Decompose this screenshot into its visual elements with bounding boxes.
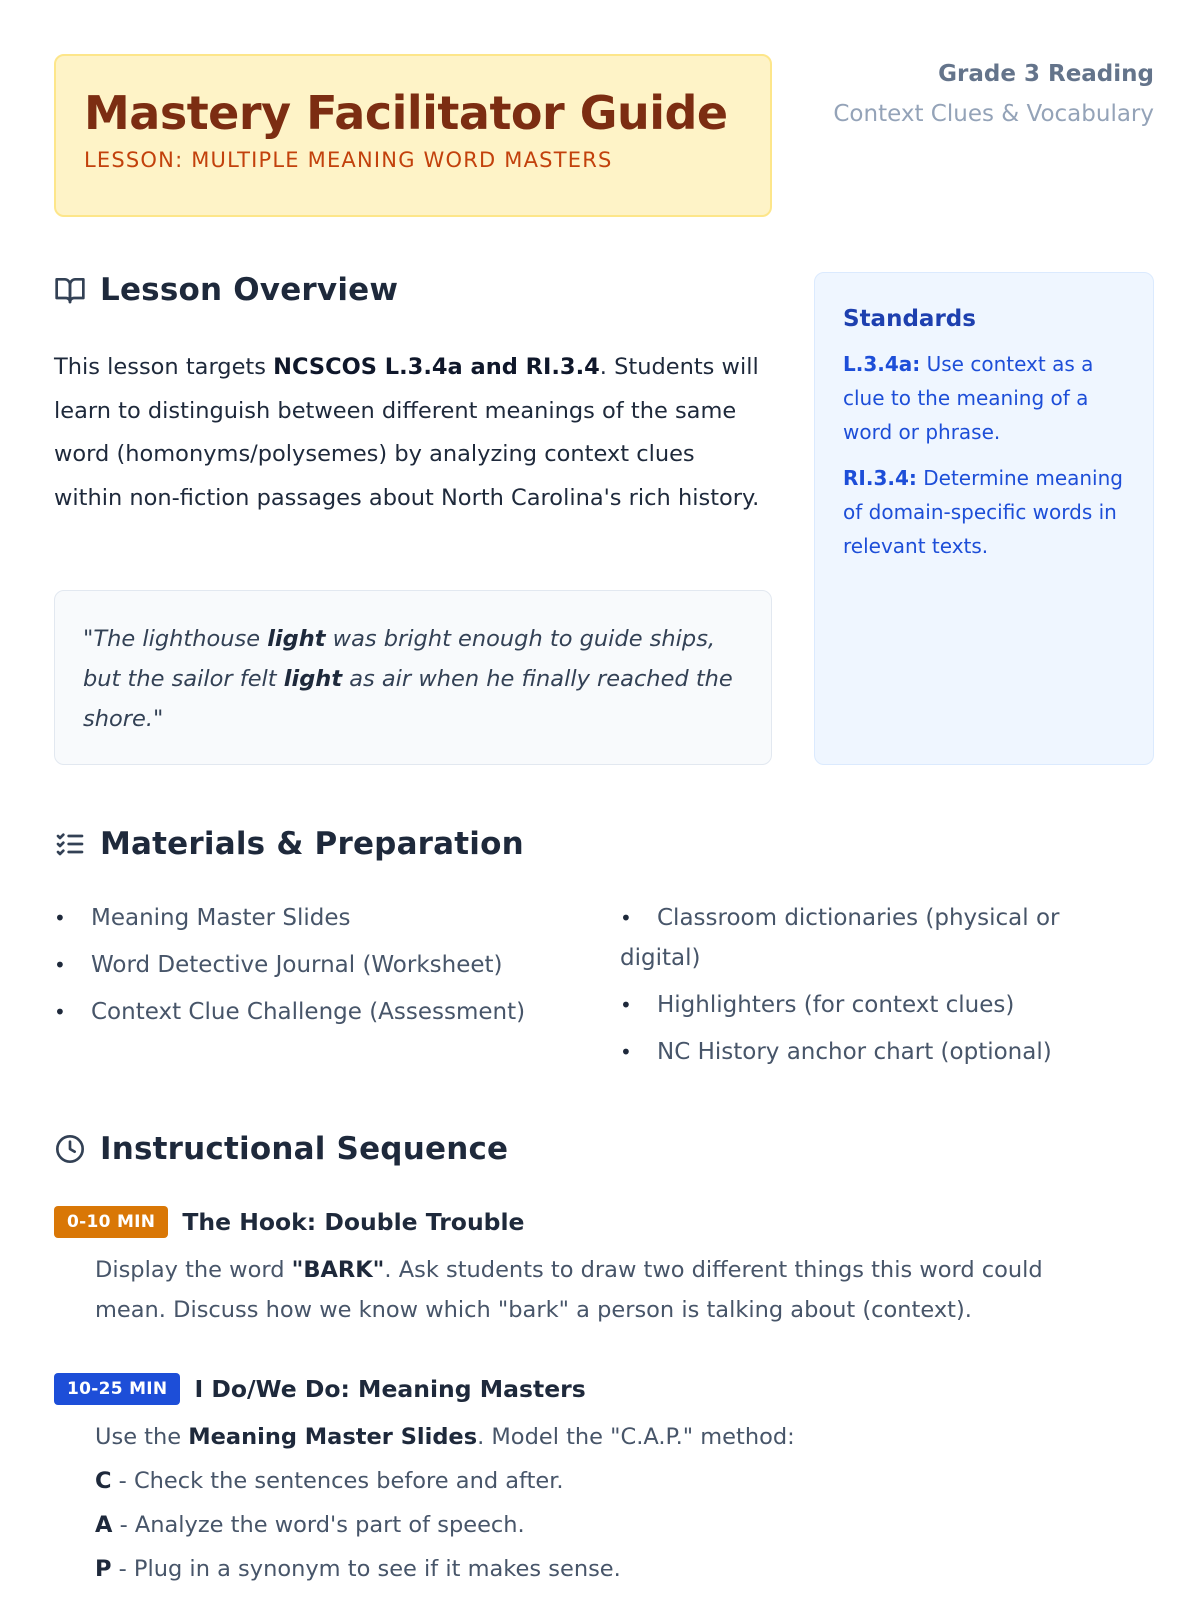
- step-body: [95, 1415, 1165, 1591]
- step-text: Use the: [95, 1424, 189, 1450]
- step-keyword: "BARK": [291, 1257, 385, 1283]
- standards-panel: [814, 272, 1154, 765]
- clock-icon: [54, 1133, 86, 1165]
- standard-code: L.3.4a:: [843, 352, 921, 376]
- lesson-subtitle: LESSON: MULTIPLE MEANING WORD MASTERS: [84, 148, 613, 172]
- cap-text: - Analyze the word's part of speech.: [112, 1512, 525, 1538]
- standard-item: [843, 347, 1127, 449]
- cap-step: [95, 1547, 1165, 1591]
- standard-item: [843, 461, 1127, 563]
- cap-text: - Plug in a synonym to see if it makes sense.: [111, 1556, 621, 1582]
- materials-title: Materials & Preparation: [100, 826, 524, 862]
- page-title: Mastery Facilitator Guide: [84, 86, 728, 140]
- quote-part-1: "The lighthouse: [83, 626, 268, 652]
- step-title: The Hook: Double Trouble: [182, 1208, 525, 1236]
- cap-letter: C: [95, 1468, 112, 1494]
- step-title: I Do/We Do: Meaning Masters: [194, 1375, 586, 1403]
- step-line: [95, 1415, 1165, 1459]
- list-item: • Context Clue Challenge (Assessment): [54, 992, 594, 1032]
- step-keyword: Meaning Master Slides: [188, 1424, 478, 1450]
- cap-step: [95, 1459, 1165, 1503]
- overview-heading: [54, 272, 398, 308]
- cap-step: [95, 1503, 1165, 1547]
- standard-text: Determine meaning of domain-specific words in relevant texts.: [843, 466, 1123, 558]
- materials-heading: [54, 826, 524, 862]
- step-text: Display the word: [95, 1257, 292, 1283]
- step-text: . Ask students to draw two different things this word could: [384, 1257, 1043, 1283]
- standard-text: Use context as a clue to the meaning of a word or phrase.: [843, 352, 1094, 444]
- quote-part-3: as air when he finally reached the shore.": [83, 666, 733, 732]
- step-text: . Model the "C.A.P." method:: [477, 1424, 795, 1450]
- checklist-icon: [54, 828, 86, 860]
- list-item: • Highlighters (for context clues): [620, 985, 1090, 1025]
- topic-label: Context Clues & Vocabulary: [833, 101, 1154, 127]
- grade-label: Grade 3 Reading: [938, 61, 1154, 87]
- quote-part-2: was bright enough to guide ships, but the sailor felt: [83, 626, 716, 692]
- cap-letter: P: [95, 1556, 112, 1582]
- overview-text-1: This lesson targets: [54, 354, 274, 380]
- sequence-title: Instructional Sequence: [100, 1131, 509, 1167]
- step-line: [95, 1248, 1165, 1292]
- overview-text-2: . Students will learn to distinguish between different meanings of the same word (homonyms/polysemes) by analyzing context clues within non-fiction passages about North Carolina's rich history.: [54, 354, 760, 511]
- step-line: mean. Discuss how we know which "bark" a person is talking about (context).: [95, 1297, 972, 1323]
- overview-standards-ref: NCSCOS L.3.4a and RI.3.4: [273, 354, 600, 380]
- standards-title: Standards: [843, 306, 976, 332]
- quote-word-2: light: [283, 666, 343, 692]
- time-badge: 10-25 MIN: [54, 1373, 180, 1405]
- time-badge: 0-10 MIN: [54, 1206, 168, 1238]
- materials-list-right: [620, 898, 1090, 1079]
- book-open-icon: [54, 274, 86, 306]
- overview-title: Lesson Overview: [100, 272, 399, 308]
- example-quote: [54, 590, 772, 765]
- step-header: [54, 1206, 525, 1238]
- standard-code: RI.3.4:: [843, 466, 917, 490]
- course-info: [833, 58, 1154, 130]
- quote-word-1: light: [267, 626, 326, 652]
- cap-letter: A: [95, 1512, 113, 1538]
- cap-text: - Check the sentences before and after.: [111, 1468, 564, 1494]
- materials-list-left: [54, 898, 594, 1039]
- step-body: [95, 1248, 1165, 1332]
- list-item: • Classroom dictionaries (physical or digital): [620, 898, 1090, 978]
- sequence-heading: [54, 1131, 508, 1167]
- list-item: • Word Detective Journal (Worksheet): [54, 945, 594, 985]
- list-item: • NC History anchor chart (optional): [620, 1032, 1090, 1072]
- overview-paragraph: [54, 346, 764, 520]
- list-item: • Meaning Master Slides: [54, 898, 594, 938]
- step-header: [54, 1373, 586, 1405]
- title-card: [54, 54, 772, 217]
